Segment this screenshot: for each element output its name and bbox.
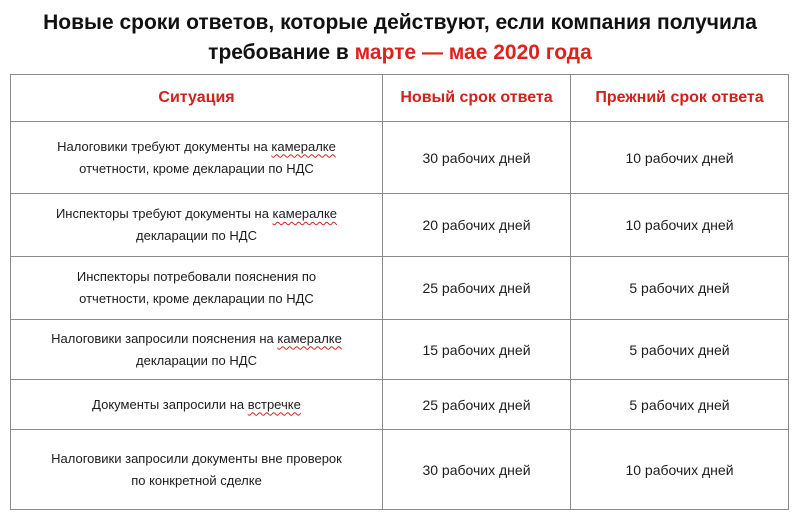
old-term-cell: 10 рабочих дней — [571, 122, 789, 194]
situation-text: Налоговики запросили документы вне проверок — [51, 450, 342, 466]
old-term-cell: 5 рабочих дней — [571, 257, 789, 320]
situation-text-continued: декларации по НДС — [136, 228, 257, 243]
response-terms-table — [10, 74, 789, 510]
table-row — [11, 122, 789, 194]
new-term-cell: 20 рабочих дней — [383, 194, 571, 257]
situation-cell — [11, 320, 383, 380]
situation-marked-word: камералке — [277, 330, 342, 346]
table-row — [11, 320, 789, 380]
old-term-cell: 10 рабочих дней — [571, 194, 789, 257]
situation-cell — [11, 430, 383, 510]
situation-text: Инспекторы требуют документы на — [55, 206, 273, 221]
table-header-row — [11, 75, 789, 122]
situation-text-continued: отчетности, кроме декларации по НДС — [79, 160, 314, 176]
new-term-cell: 30 рабочих дней — [383, 122, 571, 194]
table-row — [11, 380, 789, 430]
page-title — [0, 8, 800, 68]
header-old-term: Прежний срок ответа — [571, 75, 789, 122]
situation-cell — [11, 257, 383, 320]
situation-cell — [11, 194, 383, 257]
table-row — [11, 194, 789, 257]
header-new-term: Новый срок ответа — [383, 75, 571, 122]
situation-text: Документы запросили на — [92, 396, 248, 412]
situation-cell — [11, 122, 383, 194]
situation-text-continued: по конкретной сделке — [131, 472, 262, 488]
situation-text: Инспекторы потребовали пояснения по — [76, 269, 317, 284]
situation-cell — [11, 380, 383, 430]
title-period-highlight: марте — мае 2020 года — [354, 41, 592, 64]
situation-text-continued: отчетности, кроме декларации по НДС — [79, 291, 314, 306]
header-situation: Ситуация — [11, 75, 383, 122]
situation-text: Налоговики запросили пояснения на — [51, 330, 278, 346]
table-row — [11, 257, 789, 320]
title-line-1: Новые сроки ответов, которые действуют, если компания получила — [43, 11, 757, 34]
situation-marked-word: встречке — [247, 396, 301, 412]
new-term-cell: 25 рабочих дней — [383, 257, 571, 320]
situation-text-continued: декларации по НДС — [136, 352, 257, 368]
old-term-cell: 5 рабочих дней — [571, 320, 789, 380]
title-line-2-prefix: требование в — [208, 41, 355, 64]
table-row — [11, 430, 789, 510]
situation-marked-word: камералке — [271, 138, 336, 154]
new-term-cell: 25 рабочих дней — [383, 380, 571, 430]
situation-marked-word: камералке — [272, 206, 338, 221]
new-term-cell: 15 рабочих дней — [383, 320, 571, 380]
situation-text: Налоговики требуют документы на — [57, 138, 272, 154]
old-term-cell: 10 рабочих дней — [571, 430, 789, 510]
old-term-cell: 5 рабочих дней — [571, 380, 789, 430]
title-line-2 — [0, 38, 800, 68]
new-term-cell: 30 рабочих дней — [383, 430, 571, 510]
